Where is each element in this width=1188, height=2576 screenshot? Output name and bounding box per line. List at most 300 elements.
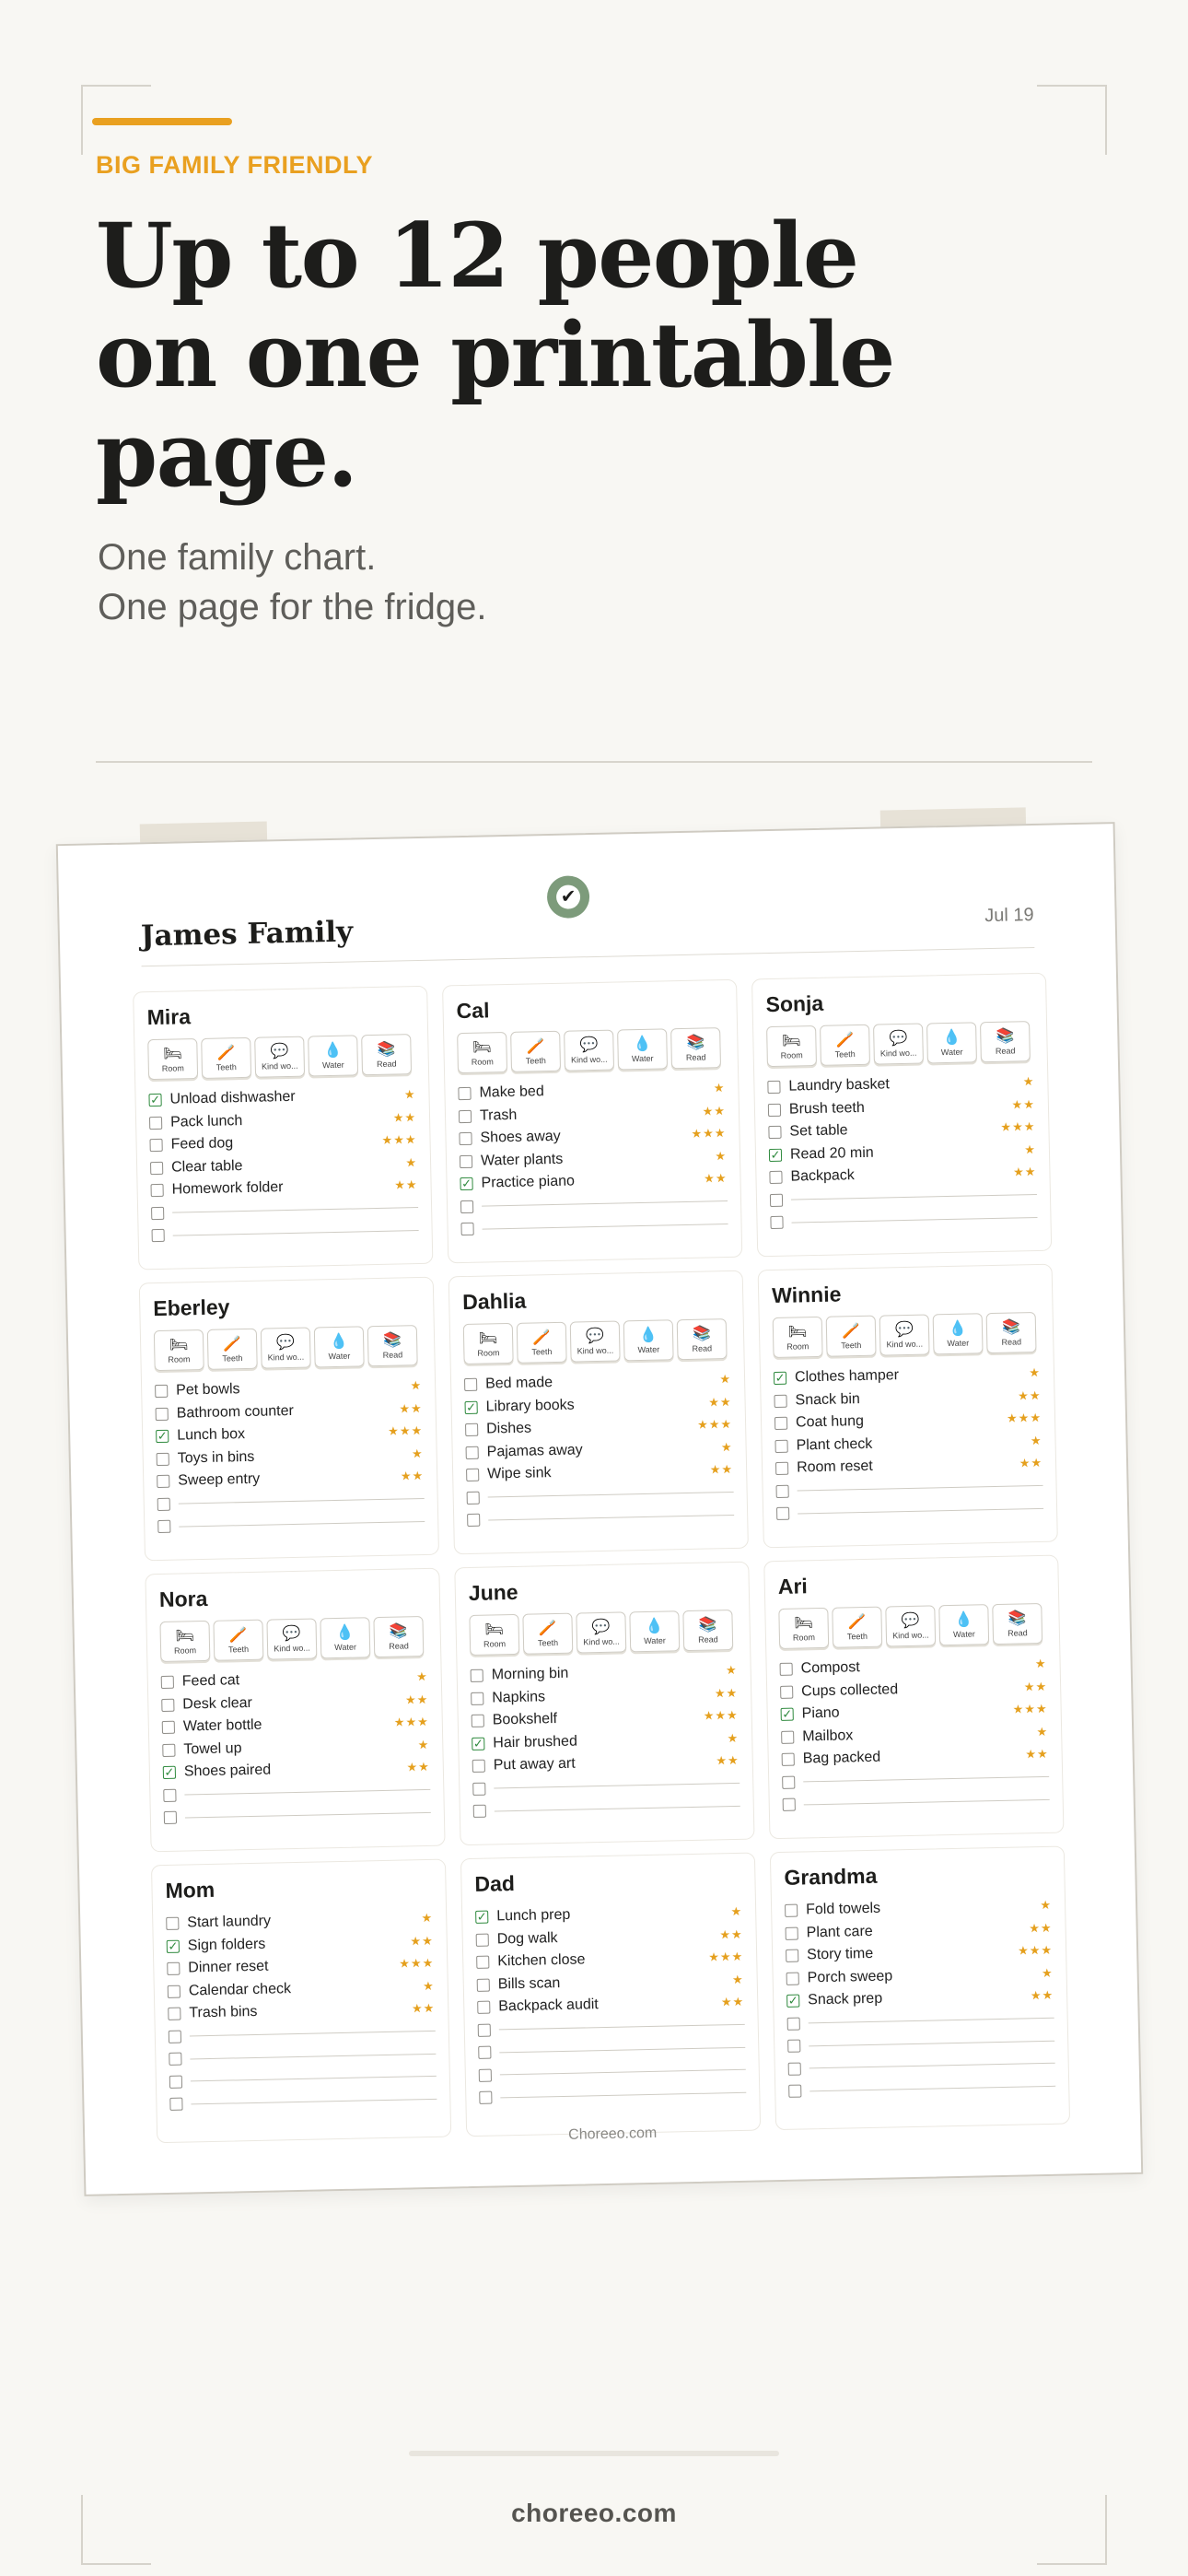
checkbox[interactable] <box>460 1223 473 1235</box>
habit-tile[interactable] <box>510 1031 561 1072</box>
task-name: Shoes paired <box>183 1762 272 1780</box>
toothbrush-icon: 🪥 <box>531 1329 552 1345</box>
habit-tile[interactable] <box>361 1034 412 1075</box>
checked-checkbox[interactable]: ✓ <box>770 1147 781 1162</box>
habit-tile[interactable] <box>314 1326 365 1367</box>
habit-tile[interactable] <box>885 1605 936 1646</box>
speech-bubble-icon: 💬 <box>579 1036 599 1053</box>
checked-checkbox[interactable]: ✓ <box>149 1093 161 1107</box>
habit-tile[interactable] <box>469 1614 519 1656</box>
checkbox[interactable] <box>477 1978 490 1991</box>
habit-tile[interactable] <box>457 1032 507 1073</box>
blank-task-row[interactable] <box>151 1219 418 1247</box>
habit-tile[interactable] <box>213 1620 263 1661</box>
habit-label: Room <box>477 1347 500 1358</box>
habit-tile[interactable] <box>832 1607 882 1648</box>
checkbox[interactable] <box>767 1081 780 1094</box>
star-rating: ★★ <box>720 1995 745 2009</box>
checkbox[interactable] <box>786 1950 798 1962</box>
star-rating: ★★ <box>1018 1388 1042 1403</box>
habit-tile[interactable] <box>266 1618 317 1659</box>
checkbox[interactable] <box>782 1775 795 1788</box>
checkbox[interactable] <box>478 2046 491 2059</box>
task-name: Trash bins <box>189 2004 258 2021</box>
star-rating: ★★ <box>406 1760 430 1774</box>
habit-label: Room <box>786 1341 809 1352</box>
checkbox[interactable] <box>149 1139 162 1152</box>
checkbox[interactable] <box>168 2008 181 2020</box>
habit-label: Read <box>382 1349 403 1360</box>
task-name: Pajamas away <box>486 1442 583 1460</box>
member-card <box>139 1277 439 1562</box>
task-name: Brush teeth <box>788 1099 865 1118</box>
habit-label: Read <box>685 1051 706 1062</box>
habit-label: Room <box>471 1056 494 1067</box>
checkbox[interactable] <box>460 1155 472 1168</box>
checkbox[interactable] <box>162 1721 175 1734</box>
checked-checkbox[interactable]: ✓ <box>460 1177 472 1191</box>
star-rating: ★★★ <box>1006 1411 1042 1425</box>
checked-checkbox[interactable]: ✓ <box>168 1938 179 1953</box>
star-rating: ★★ <box>1011 1096 1036 1112</box>
checkbox[interactable] <box>479 2091 492 2104</box>
habit-tile[interactable] <box>820 1025 870 1066</box>
write-in-line <box>798 1485 1043 1492</box>
habit-tile[interactable] <box>879 1314 930 1355</box>
habit-label: Read <box>1001 1336 1022 1347</box>
habit-label: Teeth <box>846 1631 868 1641</box>
member-name: Mom <box>165 1877 215 1903</box>
habit-tile[interactable] <box>367 1325 418 1366</box>
family-title: James Family <box>140 915 354 954</box>
checked-checkbox[interactable]: ✓ <box>472 1736 483 1751</box>
checkbox[interactable] <box>164 1811 177 1824</box>
speech-bubble-icon: 💬 <box>270 1043 289 1060</box>
task-name: Put away art <box>493 1755 576 1774</box>
checkbox[interactable] <box>155 1385 168 1398</box>
section-divider <box>96 761 1092 763</box>
checkbox[interactable] <box>466 1469 479 1481</box>
star-rating: ★★ <box>1019 1456 1043 1470</box>
checked-checkbox[interactable]: ✓ <box>782 1706 793 1722</box>
checkbox[interactable] <box>169 2030 181 2043</box>
habit-tile[interactable] <box>463 1323 514 1364</box>
books-icon: 📚 <box>686 1034 705 1051</box>
star-rating: ★★ <box>708 1394 732 1410</box>
books-icon: 📚 <box>1001 1318 1021 1336</box>
habit-tile[interactable] <box>677 1318 728 1360</box>
member-card <box>758 1264 1058 1549</box>
water-drop-icon: 💧 <box>323 1042 343 1059</box>
write-in-line <box>185 1812 431 1819</box>
subheadline-line-2: One page for the fridge. <box>98 587 487 627</box>
accent-bar <box>92 118 232 125</box>
checkbox[interactable] <box>775 1462 788 1475</box>
task-name: Practice piano <box>481 1173 576 1191</box>
member-card <box>763 1555 1064 1840</box>
checkbox[interactable] <box>478 2023 491 2036</box>
books-icon: 📚 <box>382 1331 402 1349</box>
habit-icon-row <box>457 1027 725 1073</box>
habit-tile[interactable] <box>766 1025 817 1067</box>
star-rating: ★★★ <box>703 1708 739 1723</box>
member-card <box>454 1562 754 1846</box>
write-in-line <box>499 2024 745 2031</box>
bottom-divider-pill <box>409 2451 779 2456</box>
habit-tile[interactable] <box>154 1329 204 1371</box>
task-name: Clear table <box>170 1157 243 1176</box>
habit-tile[interactable] <box>992 1603 1042 1645</box>
checkbox[interactable] <box>477 2001 490 2014</box>
habit-label: Water <box>952 1628 975 1639</box>
bed-icon: 🛏 <box>478 1329 498 1347</box>
write-in-line <box>179 1521 425 1528</box>
blank-task-row[interactable] <box>783 1788 1050 1817</box>
checkbox[interactable] <box>157 1475 169 1488</box>
habit-tile[interactable] <box>629 1610 680 1652</box>
habit-tile[interactable] <box>623 1319 674 1361</box>
task-name: Dinner reset <box>188 1958 269 1976</box>
habit-tile[interactable] <box>564 1030 614 1071</box>
write-in-line <box>499 2047 745 2054</box>
habit-icon-row <box>778 1603 1046 1649</box>
checkbox[interactable] <box>786 1972 799 1985</box>
blank-task-row[interactable] <box>473 1795 740 1823</box>
speech-bubble-icon: 💬 <box>901 1612 920 1629</box>
star-rating: ★★ <box>709 1462 734 1477</box>
member-name: Winnie <box>771 1282 842 1308</box>
habit-icon-row <box>147 1034 415 1080</box>
checkbox[interactable] <box>776 1507 789 1520</box>
checkbox[interactable] <box>780 1685 793 1698</box>
checkbox[interactable] <box>151 1207 164 1220</box>
checkbox[interactable] <box>788 2085 801 2098</box>
habit-tile[interactable] <box>576 1611 626 1653</box>
member-name: Sonja <box>765 990 824 1017</box>
check-logo-icon: ✔ <box>547 875 590 919</box>
checkbox[interactable] <box>169 2075 182 2088</box>
checkbox[interactable] <box>775 1417 787 1430</box>
write-in-line <box>500 2069 746 2076</box>
task-name: Laundry basket <box>788 1076 890 1095</box>
habit-label: Room <box>168 1353 191 1364</box>
habit-tile[interactable] <box>207 1329 258 1370</box>
write-in-line <box>191 2076 437 2082</box>
water-drop-icon: 💧 <box>633 1036 652 1052</box>
checkbox[interactable] <box>787 2017 800 2030</box>
blank-task-row[interactable] <box>776 1497 1043 1526</box>
habit-tile[interactable] <box>682 1610 733 1651</box>
blank-task-row[interactable] <box>770 1206 1037 1235</box>
task-name: Mailbox <box>802 1727 854 1745</box>
checked-checkbox[interactable]: ✓ <box>476 1909 487 1925</box>
habit-icon-row <box>154 1325 422 1371</box>
sheet-footer: Choreeo.com <box>568 2125 658 2143</box>
habit-label: Kind wo... <box>892 1630 929 1640</box>
checked-checkbox[interactable]: ✓ <box>787 1993 798 2008</box>
checkbox[interactable] <box>479 2068 492 2081</box>
habit-label: Water <box>644 1635 666 1645</box>
star-rating: ★ <box>725 1663 738 1678</box>
habit-tile[interactable] <box>522 1613 573 1655</box>
checkbox[interactable] <box>769 1171 782 1184</box>
star-rating: ★★ <box>404 1692 429 1707</box>
habit-tile[interactable] <box>980 1021 1031 1062</box>
subheadline-line-1: One family chart. <box>98 537 377 578</box>
checkbox[interactable] <box>150 1162 163 1175</box>
star-rating: ★★ <box>1012 1165 1037 1179</box>
checkbox[interactable] <box>783 1798 796 1811</box>
task-name: Start laundry <box>187 1913 272 1931</box>
checkbox[interactable] <box>169 2098 182 2111</box>
habit-label: Water <box>637 1344 660 1354</box>
checkbox[interactable] <box>786 1926 798 1939</box>
habit-tile[interactable] <box>201 1037 251 1079</box>
star-rating: ★★ <box>714 1685 739 1701</box>
star-rating: ★★★ <box>708 1950 744 1964</box>
habit-tile[interactable] <box>826 1316 877 1357</box>
checkbox[interactable] <box>161 1676 174 1689</box>
bed-icon: 🛏 <box>472 1038 492 1056</box>
blank-task-row[interactable] <box>460 1212 728 1241</box>
habit-tile[interactable] <box>873 1024 924 1065</box>
habit-icon-row <box>159 1616 427 1662</box>
habit-label: Teeth <box>215 1061 237 1072</box>
habit-label: Water <box>631 1053 654 1063</box>
checkbox[interactable] <box>458 1087 471 1100</box>
checkbox[interactable] <box>770 1216 783 1229</box>
checkbox[interactable] <box>157 1520 170 1533</box>
toothbrush-icon: 🪥 <box>526 1037 545 1055</box>
task-name: Desk clear <box>182 1694 253 1713</box>
habit-tile[interactable] <box>261 1328 311 1369</box>
bed-icon: 🛏 <box>782 1032 801 1049</box>
checkbox[interactable] <box>785 1904 798 1917</box>
books-icon: 📚 <box>389 1622 408 1640</box>
checkbox[interactable] <box>782 1753 795 1766</box>
star-rating: ★★ <box>399 1400 423 1416</box>
star-rating: ★★★ <box>691 1126 727 1142</box>
habit-tile[interactable] <box>617 1028 668 1070</box>
checkbox[interactable] <box>471 1669 483 1682</box>
star-rating: ★ <box>421 1911 434 1926</box>
habit-label: Kind wo... <box>274 1643 310 1653</box>
task-name: Toys in bins <box>177 1448 255 1467</box>
habit-tile[interactable] <box>933 1313 984 1354</box>
habit-tile[interactable] <box>926 1022 977 1063</box>
star-rating: ★★ <box>1025 1747 1049 1762</box>
books-icon: 📚 <box>1007 1610 1027 1627</box>
checkbox[interactable] <box>787 2040 800 2053</box>
star-rating: ★★ <box>704 1171 728 1186</box>
habit-tile[interactable] <box>778 1608 829 1649</box>
write-in-line <box>792 1217 1038 1224</box>
checkbox[interactable] <box>151 1184 164 1197</box>
blank-task-row[interactable] <box>157 1510 425 1539</box>
checked-checkbox[interactable]: ✓ <box>466 1399 477 1414</box>
water-drop-icon: 💧 <box>954 1611 973 1628</box>
star-rating: ★★ <box>716 1753 740 1768</box>
star-rating: ★ <box>731 1972 744 1986</box>
habit-label: Read <box>376 1059 397 1069</box>
habit-label: Water <box>328 1351 351 1361</box>
habit-tile[interactable] <box>147 1038 198 1080</box>
star-rating: ★★★ <box>1000 1119 1036 1135</box>
habit-label: Water <box>947 1338 970 1348</box>
task-name: Calendar check <box>188 1980 292 1999</box>
task-name: Bathroom counter <box>176 1402 295 1422</box>
task-name: Sign folders <box>187 1936 266 1954</box>
checkbox[interactable] <box>775 1439 787 1452</box>
checkbox[interactable] <box>157 1498 170 1511</box>
checkbox[interactable] <box>459 1110 472 1123</box>
task-name: Towel up <box>183 1739 242 1758</box>
checkbox[interactable] <box>163 1788 176 1801</box>
checkbox[interactable] <box>472 1760 485 1773</box>
checkbox[interactable] <box>152 1229 165 1242</box>
member-card <box>460 1853 761 2137</box>
habit-tile[interactable] <box>320 1617 370 1658</box>
write-in-line <box>488 1515 734 1521</box>
checkbox[interactable] <box>476 1933 489 1946</box>
checkbox[interactable] <box>162 1743 175 1756</box>
write-in-line <box>803 1776 1049 1783</box>
star-rating: ★★ <box>400 1469 425 1483</box>
blank-task-row[interactable] <box>788 2075 1055 2103</box>
star-rating: ★ <box>1022 1074 1035 1089</box>
checkbox[interactable] <box>476 1956 489 1969</box>
task-name: Room reset <box>796 1458 873 1476</box>
checkbox[interactable] <box>168 1985 181 1997</box>
checkbox[interactable] <box>472 1715 484 1727</box>
checkbox[interactable] <box>774 1394 786 1407</box>
checkbox[interactable] <box>471 1692 483 1704</box>
checkbox[interactable] <box>149 1117 162 1130</box>
task-name: Coat hung <box>795 1413 865 1431</box>
books-icon: 📚 <box>996 1027 1015 1045</box>
habit-tile[interactable] <box>773 1317 823 1358</box>
habit-label: Teeth <box>531 1346 553 1357</box>
task-name: Water bottle <box>182 1716 262 1735</box>
checked-checkbox[interactable]: ✓ <box>164 1764 175 1780</box>
checkbox[interactable] <box>467 1514 480 1527</box>
habit-tile[interactable] <box>159 1621 210 1662</box>
checkbox[interactable] <box>768 1126 781 1139</box>
water-drop-icon: 💧 <box>329 1333 349 1350</box>
blank-task-row[interactable] <box>169 2088 437 2116</box>
habit-tile[interactable] <box>570 1321 621 1363</box>
member-grid <box>133 973 1070 2144</box>
toothbrush-icon: 🪥 <box>841 1322 861 1339</box>
checkbox[interactable] <box>464 1378 477 1391</box>
task-name: Compost <box>800 1659 860 1677</box>
checkbox[interactable] <box>169 2053 181 2066</box>
write-in-line <box>809 2018 1054 2024</box>
water-drop-icon: 💧 <box>645 1618 664 1634</box>
habit-tile[interactable] <box>938 1604 989 1645</box>
habit-label: Teeth <box>227 1644 250 1654</box>
checkbox[interactable] <box>166 1917 179 1930</box>
star-rating: ★★★ <box>393 1715 429 1729</box>
toothbrush-icon: 🪥 <box>847 1613 867 1630</box>
member-name: Dad <box>474 1871 516 1896</box>
star-rating: ★ <box>1034 1657 1047 1671</box>
checkbox[interactable] <box>460 1200 473 1213</box>
habit-tile[interactable] <box>986 1312 1037 1353</box>
checkbox[interactable] <box>788 2062 801 2075</box>
star-rating: ★ <box>713 1081 726 1095</box>
checkbox[interactable] <box>780 1663 793 1676</box>
checkbox[interactable] <box>161 1698 174 1711</box>
blank-task-row[interactable] <box>467 1504 734 1532</box>
checkbox[interactable] <box>768 1104 781 1117</box>
habit-tile[interactable] <box>517 1322 567 1364</box>
habit-tile[interactable] <box>308 1035 358 1076</box>
checked-checkbox[interactable]: ✓ <box>775 1371 786 1386</box>
task-name: Morning bin <box>491 1665 569 1683</box>
checkbox[interactable] <box>167 1962 180 1975</box>
star-rating: ★★★ <box>1012 1702 1048 1716</box>
write-in-line <box>798 1508 1043 1515</box>
blank-task-row[interactable] <box>479 2081 746 2110</box>
checkbox[interactable] <box>467 1491 480 1504</box>
write-in-line <box>190 2031 436 2037</box>
star-rating: ★★★ <box>1018 1943 1054 1958</box>
habit-label: Room <box>792 1632 816 1643</box>
blank-task-row[interactable] <box>164 1801 431 1830</box>
task-name: Dog walk <box>496 1929 558 1948</box>
star-rating: ★ <box>422 1978 435 1993</box>
water-drop-icon: 💧 <box>948 1320 968 1337</box>
habit-icon-row <box>469 1610 737 1656</box>
checkbox[interactable] <box>157 1453 169 1466</box>
habit-label: Room <box>161 1062 184 1073</box>
habit-label: Water <box>940 1047 963 1057</box>
habit-tile[interactable] <box>670 1027 721 1069</box>
site-link[interactable]: choreeo.com <box>511 2499 677 2527</box>
task-name: Dishes <box>485 1420 532 1437</box>
write-in-line <box>488 1492 734 1498</box>
star-rating: ★★ <box>1023 1679 1048 1694</box>
toothbrush-icon: 🪥 <box>216 1044 236 1061</box>
habit-label: Read <box>995 1045 1016 1056</box>
task-name: Trash <box>479 1107 518 1124</box>
checkbox[interactable] <box>775 1484 788 1497</box>
member-card <box>145 1568 445 1853</box>
checkbox[interactable] <box>781 1730 794 1743</box>
checkbox[interactable] <box>156 1408 169 1421</box>
checkbox[interactable] <box>465 1423 478 1436</box>
task-name: Fold towels <box>805 1900 881 1918</box>
habit-tile[interactable] <box>373 1616 424 1657</box>
star-rating: ★★★ <box>399 1956 435 1971</box>
task-name: Snack prep <box>808 1990 883 2008</box>
member-card <box>442 979 742 1264</box>
checkbox[interactable] <box>770 1194 783 1207</box>
books-icon: 📚 <box>377 1041 396 1058</box>
member-name: Dahlia <box>461 1288 527 1315</box>
checked-checkbox[interactable]: ✓ <box>157 1429 168 1444</box>
star-rating: ★ <box>1029 1365 1042 1380</box>
task-name: Feed cat <box>181 1672 240 1690</box>
checkbox[interactable] <box>473 1805 486 1818</box>
member-card <box>751 973 1052 1258</box>
checkbox[interactable] <box>459 1132 472 1145</box>
checkbox[interactable] <box>472 1782 485 1795</box>
checkbox[interactable] <box>466 1446 479 1458</box>
habit-tile[interactable] <box>254 1036 305 1078</box>
habit-label: Teeth <box>525 1055 546 1066</box>
